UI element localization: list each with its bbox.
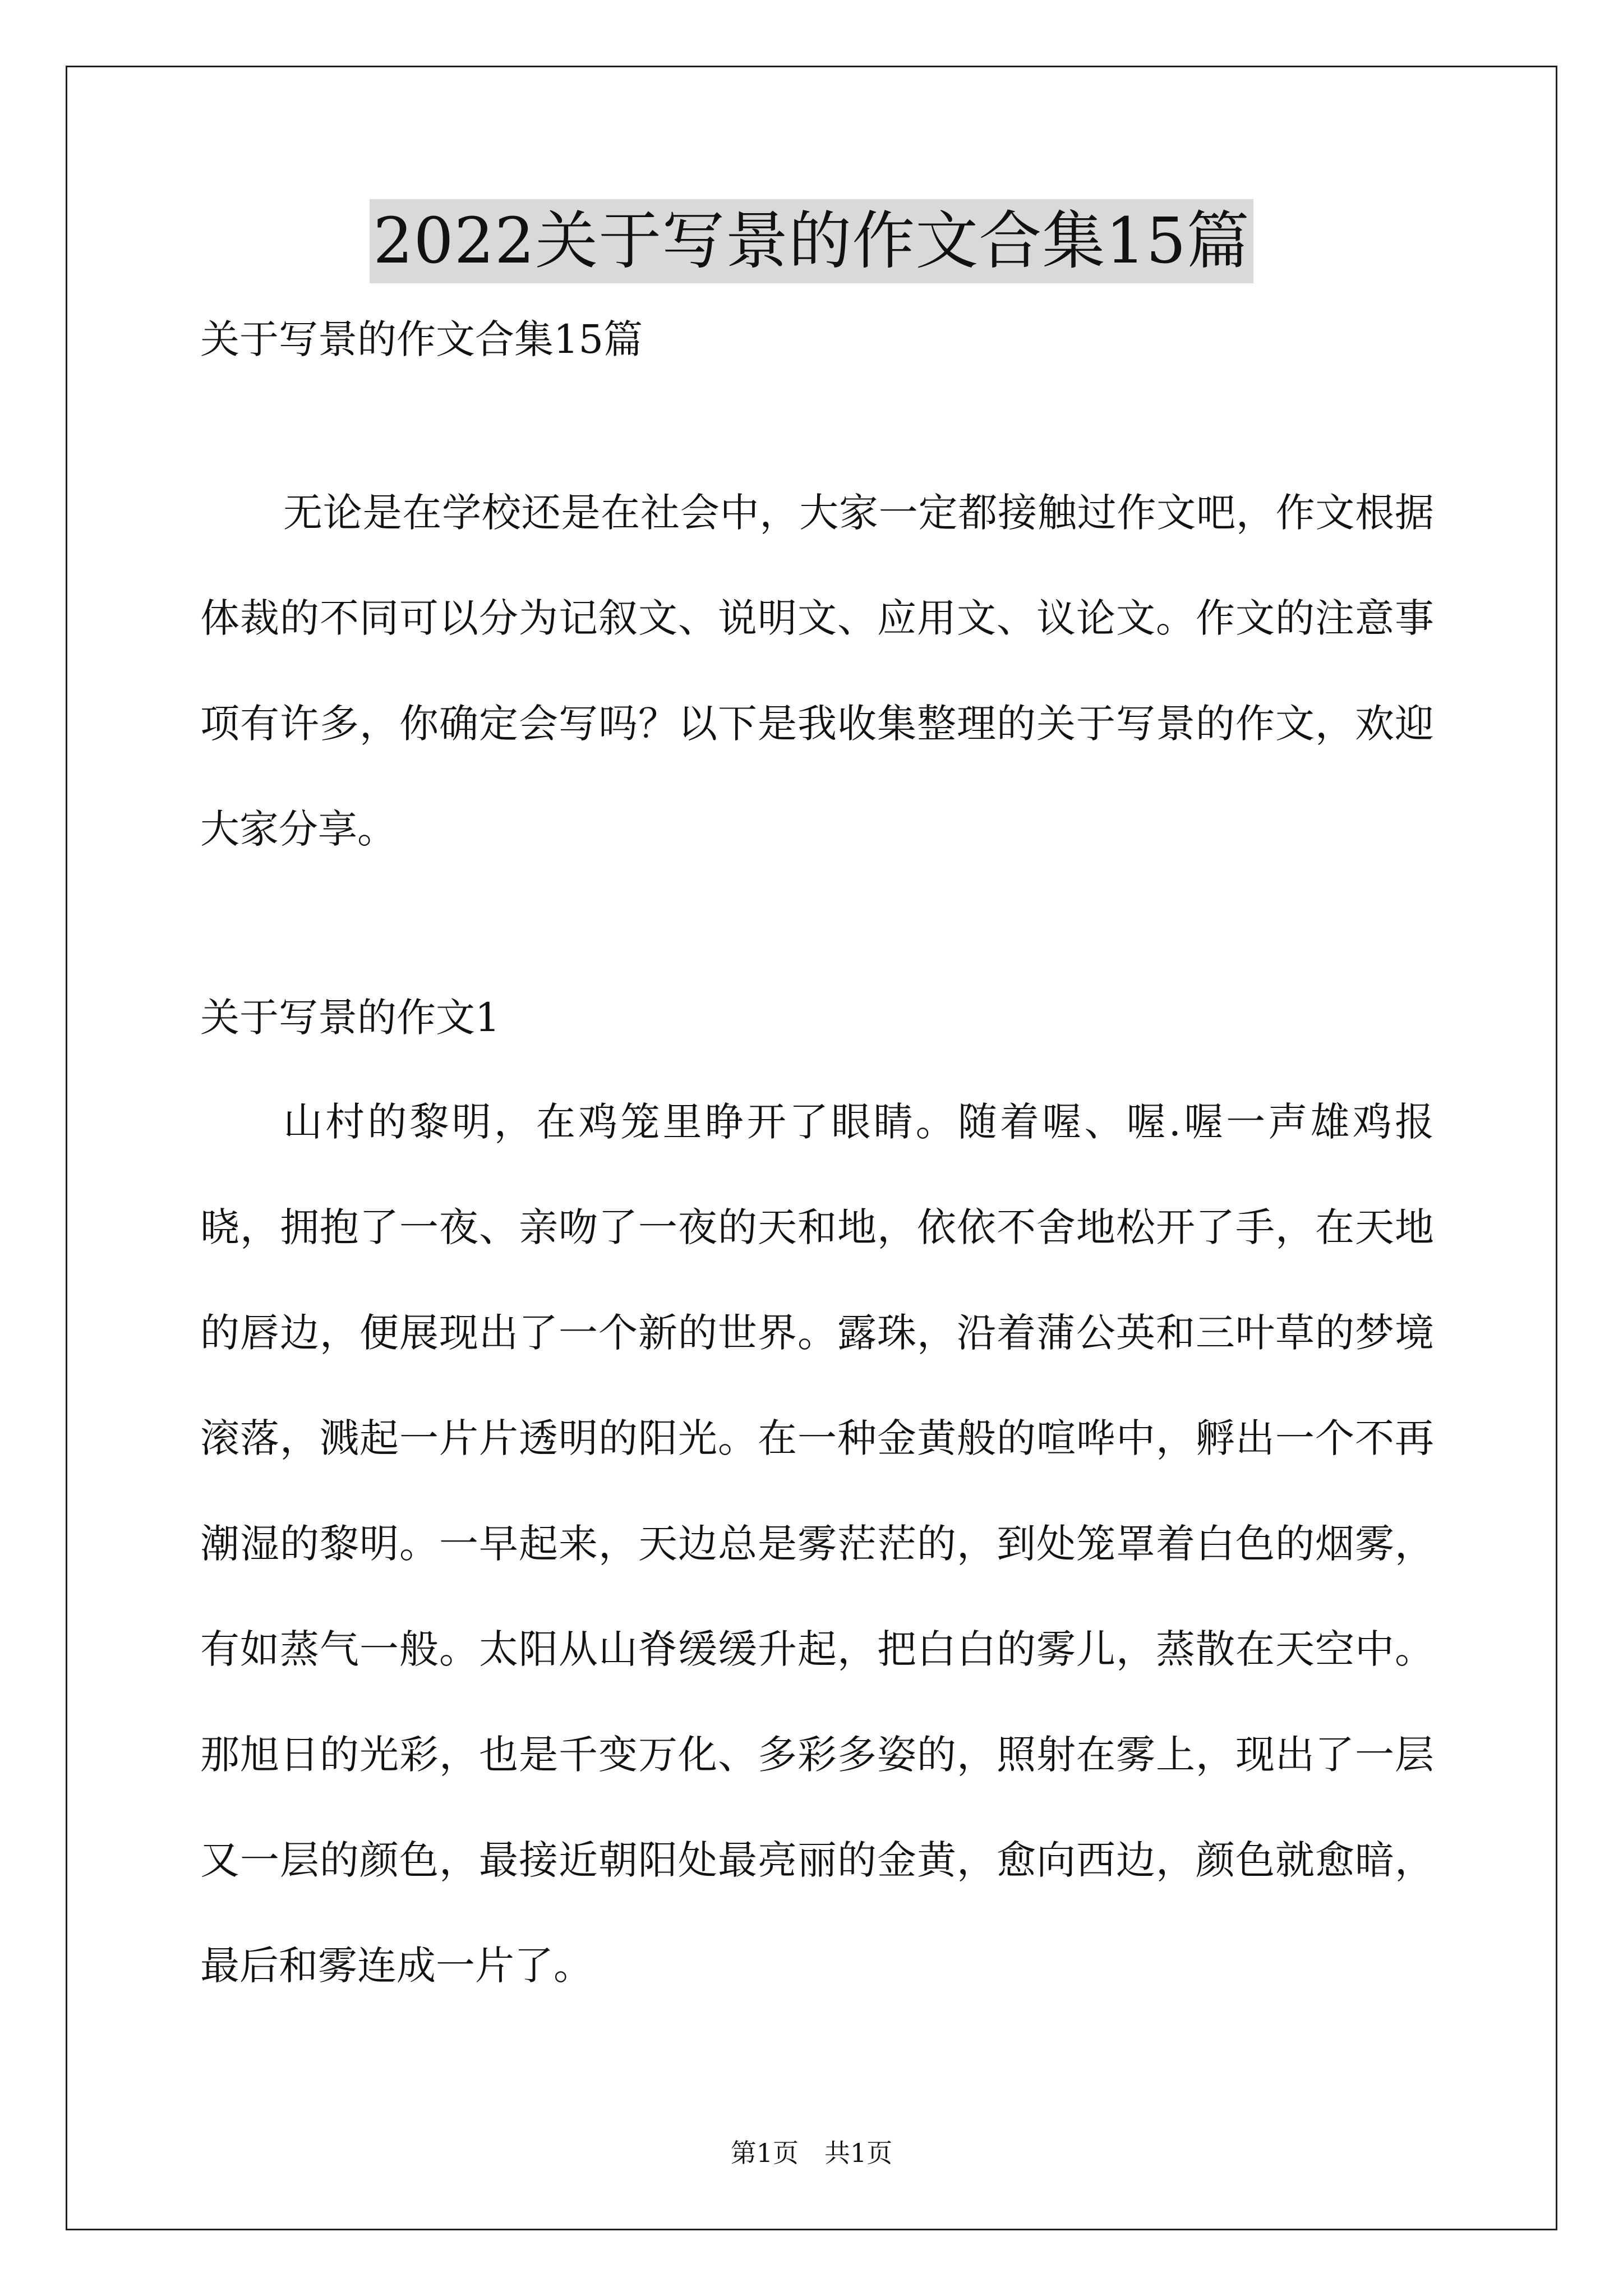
- document-subtitle: 关于写景的作文合集15篇: [200, 316, 643, 362]
- section-heading: 关于写景的作文1: [200, 995, 500, 1041]
- page-footer: 第1页 共1页: [730, 2138, 893, 2168]
- title-container: [0, 199, 1623, 283]
- document-title: 2022关于写景的作文合集15篇: [370, 199, 1253, 283]
- section-body-paragraph: 山村的黎明，在鸡笼里睁开了眼睛。随着喔、喔.喔一声雄鸡报晓，拥抱了一夜、亲吻了一夜的天和地，依依不舍地松开了手，在天地的唇边，便展现出了一个新的世界。露珠，沿着蒲公英和三叶草的梦境滚落，溅起一片片透明的阳光。在一种金黄般的喧哗中，孵出一个不再潮湿的黎明。一早起来，天边总是雾茫茫的，到处笼罩着白色的烟雾，有如蒸气一般。太阳从山脊缓缓升起，把白白的雾儿，蒸散在天空中。那旭日的光彩，也是千变万化、多彩多姿的，照射在雾上，现出了一层又一层的颜色，最接近朝阳处最亮丽的金黄，愈向西边，颜色就愈暗，最后和雾连成一片了。: [200, 1099, 1434, 1989]
- intro-paragraph: 无论是在学校还是在社会中，大家一定都接触过作文吧，作文根据体裁的不同可以分为记叙文、说明文、应用文、议论文。作文的注意事项有许多，你确定会写吗？以下是我收集整理的关于写景的作文，欢迎大家分享。: [200, 490, 1434, 852]
